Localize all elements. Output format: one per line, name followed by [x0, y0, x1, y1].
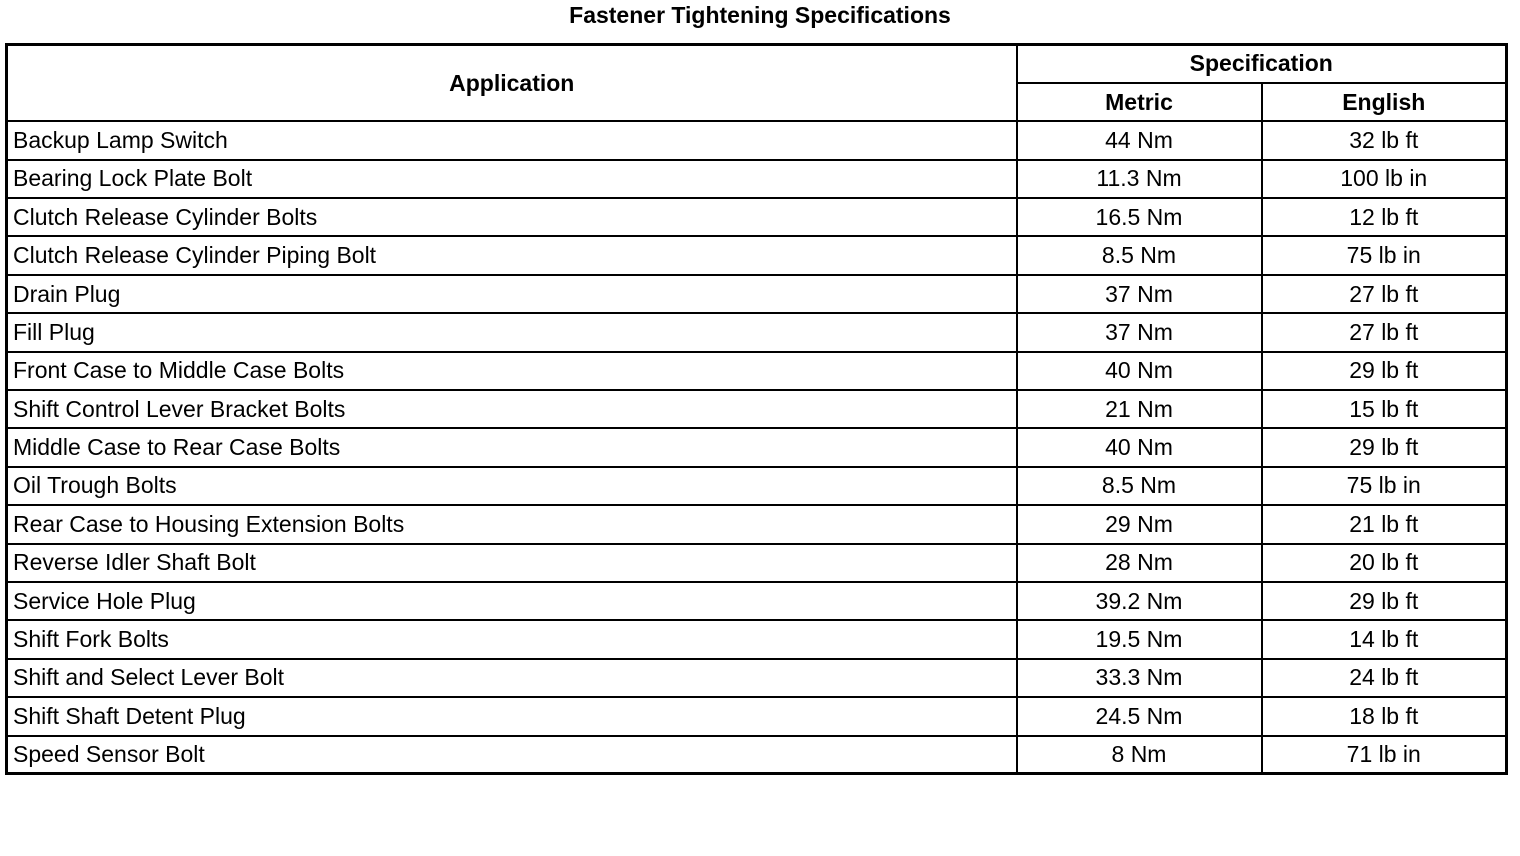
- english-cell: 14 lb ft: [1262, 620, 1507, 658]
- application-cell: Fill Plug: [7, 313, 1017, 351]
- english-cell: 75 lb in: [1262, 467, 1507, 505]
- english-cell: 29 lb ft: [1262, 352, 1507, 390]
- table-row: [7, 697, 1507, 735]
- table-row: [7, 736, 1507, 774]
- application-cell: Front Case to Middle Case Bolts: [7, 352, 1017, 390]
- english-cell: 75 lb in: [1262, 236, 1507, 274]
- english-cell: 32 lb ft: [1262, 121, 1507, 159]
- metric-cell: 39.2 Nm: [1017, 582, 1262, 620]
- english-cell: 18 lb ft: [1262, 697, 1507, 735]
- metric-cell: 37 Nm: [1017, 313, 1262, 351]
- table-row: [7, 620, 1507, 658]
- english-cell: 24 lb ft: [1262, 659, 1507, 697]
- application-cell: Oil Trough Bolts: [7, 467, 1017, 505]
- table-row: [7, 236, 1507, 274]
- metric-cell: 11.3 Nm: [1017, 160, 1262, 198]
- metric-cell: 28 Nm: [1017, 544, 1262, 582]
- application-cell: Shift Fork Bolts: [7, 620, 1017, 658]
- metric-cell: 29 Nm: [1017, 505, 1262, 543]
- application-cell: Shift Control Lever Bracket Bolts: [7, 390, 1017, 428]
- metric-cell: 24.5 Nm: [1017, 697, 1262, 735]
- english-cell: 21 lb ft: [1262, 505, 1507, 543]
- metric-header: Metric: [1017, 83, 1262, 121]
- table-header: [7, 45, 1507, 122]
- metric-cell: 40 Nm: [1017, 428, 1262, 466]
- metric-cell: 21 Nm: [1017, 390, 1262, 428]
- application-cell: Reverse Idler Shaft Bolt: [7, 544, 1017, 582]
- application-cell: Rear Case to Housing Extension Bolts: [7, 505, 1017, 543]
- table-row: [7, 659, 1507, 697]
- english-cell: 29 lb ft: [1262, 582, 1507, 620]
- metric-cell: 8 Nm: [1017, 736, 1262, 774]
- english-cell: 15 lb ft: [1262, 390, 1507, 428]
- metric-cell: 33.3 Nm: [1017, 659, 1262, 697]
- table-row: [7, 544, 1507, 582]
- metric-cell: 19.5 Nm: [1017, 620, 1262, 658]
- fastener-spec-table: [5, 43, 1508, 775]
- english-cell: 12 lb ft: [1262, 198, 1507, 236]
- application-cell: Service Hole Plug: [7, 582, 1017, 620]
- specification-header: Specification: [1017, 45, 1507, 83]
- application-cell: Speed Sensor Bolt: [7, 736, 1017, 774]
- english-cell: 27 lb ft: [1262, 313, 1507, 351]
- table-row: [7, 467, 1507, 505]
- english-header: English: [1262, 83, 1507, 121]
- application-cell: Clutch Release Cylinder Bolts: [7, 198, 1017, 236]
- table-row: [7, 313, 1507, 351]
- metric-cell: 44 Nm: [1017, 121, 1262, 159]
- english-cell: 100 lb in: [1262, 160, 1507, 198]
- table-row: [7, 198, 1507, 236]
- table-row: [7, 505, 1507, 543]
- english-cell: 71 lb in: [1262, 736, 1507, 774]
- english-cell: 20 lb ft: [1262, 544, 1507, 582]
- metric-cell: 40 Nm: [1017, 352, 1262, 390]
- table-row: [7, 275, 1507, 313]
- metric-cell: 8.5 Nm: [1017, 467, 1262, 505]
- application-cell: Shift Shaft Detent Plug: [7, 697, 1017, 735]
- application-header: Application: [7, 45, 1017, 122]
- application-cell: Bearing Lock Plate Bolt: [7, 160, 1017, 198]
- table-row: [7, 428, 1507, 466]
- application-cell: Middle Case to Rear Case Bolts: [7, 428, 1017, 466]
- table-body: [7, 121, 1507, 774]
- application-cell: Backup Lamp Switch: [7, 121, 1017, 159]
- table-row: [7, 352, 1507, 390]
- application-cell: Clutch Release Cylinder Piping Bolt: [7, 236, 1017, 274]
- table-row: [7, 390, 1507, 428]
- application-cell: Drain Plug: [7, 275, 1017, 313]
- application-cell: Shift and Select Lever Bolt: [7, 659, 1017, 697]
- metric-cell: 37 Nm: [1017, 275, 1262, 313]
- english-cell: 27 lb ft: [1262, 275, 1507, 313]
- page-title: Fastener Tightening Specifications: [569, 2, 951, 28]
- metric-cell: 8.5 Nm: [1017, 236, 1262, 274]
- table-row: [7, 160, 1507, 198]
- metric-cell: 16.5 Nm: [1017, 198, 1262, 236]
- table-row: [7, 121, 1507, 159]
- english-cell: 29 lb ft: [1262, 428, 1507, 466]
- table-row: [7, 582, 1507, 620]
